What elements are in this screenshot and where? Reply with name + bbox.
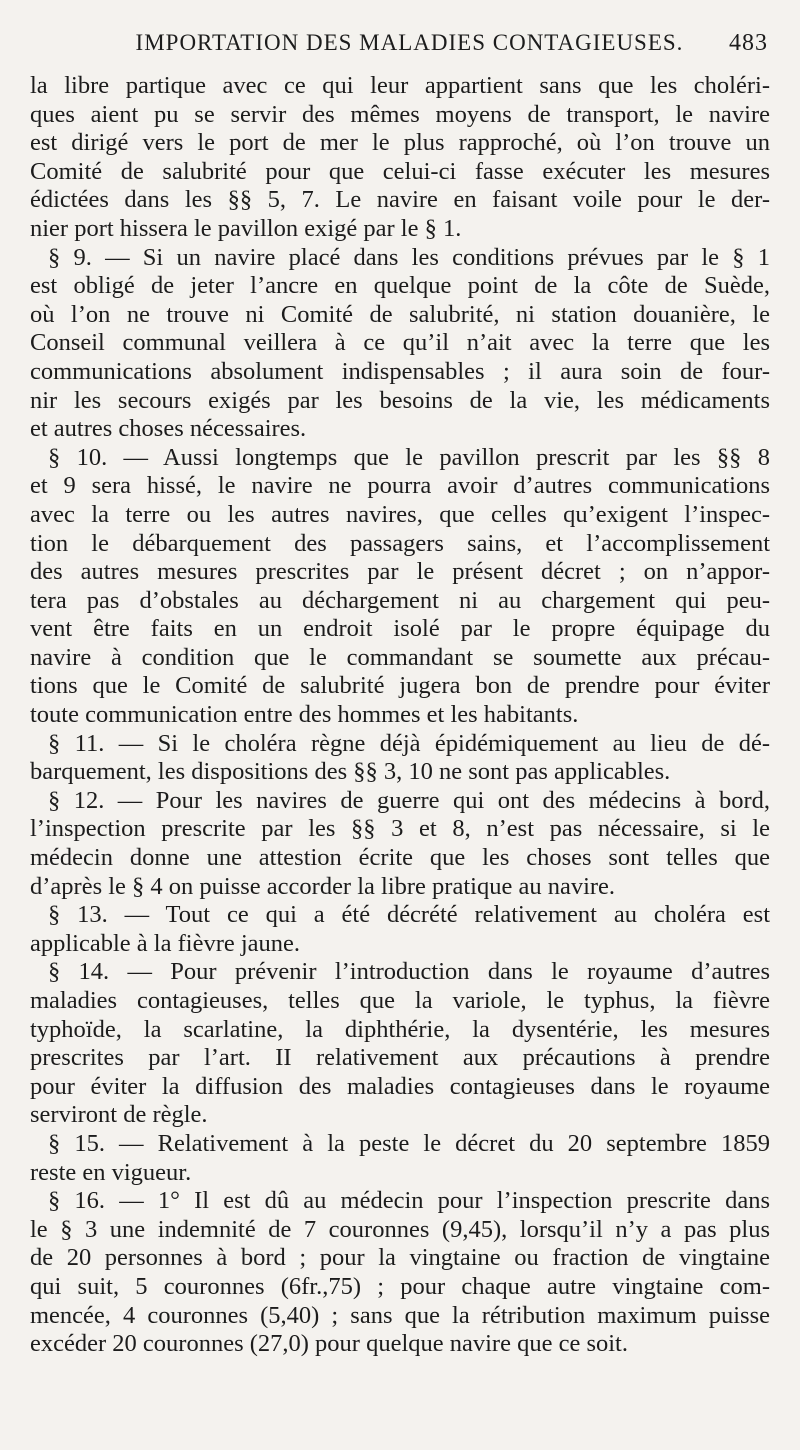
text-line: § 14. — Pour prévenir l’introduction dans le royaume d’autres bbox=[48, 958, 770, 986]
text-line: prescrites par l’art. II relativement aux précautions à prendre bbox=[30, 1044, 770, 1072]
text-line: § 9. — Si un navire placé dans les conditions prévues par le § 1 bbox=[48, 243, 770, 271]
text-line: avec la terre ou les autres navires, que celles qu’exigent l’inspec- bbox=[30, 500, 770, 528]
text-line: et autres choses nécessaires. bbox=[30, 415, 307, 443]
text-line: Conseil communal veillera à ce qu’il n’ait avec la terre que les bbox=[30, 329, 770, 357]
text-line: § 13. — Tout ce qui a été décrété relativement au choléra est bbox=[48, 901, 770, 929]
text-line: § 10. — Aussi longtemps que le pavillon prescrit par les §§ 8 bbox=[48, 443, 770, 471]
text-line: navire à condition que le commandant se soumette aux précau- bbox=[30, 643, 770, 671]
text-line: excéder 20 couronnes (27,0) pour quelque navire que ce soit. bbox=[30, 1330, 628, 1358]
text-line: ques aient pu se servir des mêmes moyens de transport, le navire bbox=[30, 100, 770, 128]
text-line: typhoïde, la scarlatine, la diphthérie, la dysentérie, les mesures bbox=[30, 1015, 770, 1043]
text-line: de 20 personnes à bord ; pour la vingtaine ou fraction de vingtaine bbox=[30, 1244, 770, 1272]
text-line: § 16. — 1° Il est dû au médecin pour l’inspection prescrite dans bbox=[48, 1187, 770, 1215]
text-line: barquement, les dispositions des §§ 3, 10 ne sont pas applicables. bbox=[30, 758, 671, 786]
text-line: où l’on ne trouve ni Comité de salubrité, ni station douanière, le bbox=[30, 300, 770, 328]
text-line: la libre partique avec ce qui leur appartient sans que les choléri- bbox=[30, 72, 770, 99]
text-line: tions que le Comité de salubrité jugera bon de prendre pour éviter bbox=[30, 672, 770, 700]
text-line: pour éviter la diffusion des maladies contagieuses dans le royaume bbox=[30, 1072, 770, 1100]
text-line: des autres mesures prescrites par le présent décret ; on n’appor- bbox=[30, 558, 770, 586]
text-line: tion le débarquement des passagers sains, et l’accomplissement bbox=[30, 529, 770, 557]
text-line: § 11. — Si le choléra règne déjà épidémiquement au lieu de dé- bbox=[48, 729, 770, 757]
text-line: d’après le § 4 on puisse accorder la libre pratique au navire. bbox=[30, 872, 616, 900]
text-line: nir les secours exigés par les besoins de la vie, les médicaments bbox=[30, 386, 770, 414]
text-line: est dirigé vers le port de mer le plus rapproché, où l’on trouve un bbox=[30, 129, 770, 157]
text-line: qui suit, 5 couronnes (6fr.,75) ; pour chaque autre vingtaine com- bbox=[30, 1272, 770, 1300]
text-line: § 15. — Relativement à la peste le décret du 20 septembre 1859 bbox=[48, 1129, 770, 1157]
text-line: est obligé de jeter l’ancre en quelque point de la côte de Suède, bbox=[30, 272, 770, 300]
text-line: mencée, 4 couronnes (5,40) ; sans que la rétribution maximum puisse bbox=[30, 1301, 770, 1329]
text-line: serviront de règle. bbox=[30, 1101, 208, 1129]
text-line: tera pas d’obstales au déchargement ni au chargement qui peu- bbox=[30, 586, 770, 614]
body-text bbox=[30, 72, 770, 1359]
text-line: reste en vigueur. bbox=[30, 1158, 192, 1186]
text-line: médecin donne une attestion écrite que les choses sont telles que bbox=[30, 844, 770, 872]
text-line: et 9 sera hissé, le navire ne pourra avoir d’autres communications bbox=[30, 472, 770, 500]
text-line: le § 3 une indemnité de 7 couronnes (9,45), lorsqu’il n’y a pas plus bbox=[30, 1215, 770, 1243]
text-line: communications absolument indispensables ; il aura soin de four- bbox=[30, 357, 770, 385]
text-line: toute communication entre des hommes et les habitants. bbox=[30, 701, 579, 729]
text-line: maladies contagieuses, telles que la variole, le typhus, la fièvre bbox=[30, 987, 770, 1014]
text-line: applicable à la fièvre jaune. bbox=[30, 929, 301, 957]
text-line: l’inspection prescrite par les §§ 3 et 8, n’est pas nécessaire, si le bbox=[30, 815, 770, 843]
page-header bbox=[30, 30, 770, 64]
text-line: édictées dans les §§ 5, 7. Le navire en faisant voile pour le der- bbox=[30, 186, 770, 214]
text-line: § 12. — Pour les navires de guerre qui ont des médecins à bord, bbox=[48, 786, 770, 814]
text-line: vent être faits en un endroit isolé par le propre équipage du bbox=[30, 615, 770, 643]
page-number: 483 bbox=[729, 30, 768, 56]
text-line: nier port hissera le pavillon exigé par le § 1. bbox=[30, 214, 462, 242]
text-line: Comité de salubrité pour que celui-ci fasse exécuter les mesures bbox=[30, 157, 770, 185]
running-title: IMPORTATION DES MALADIES CONTAGIEUSES. bbox=[135, 30, 684, 55]
